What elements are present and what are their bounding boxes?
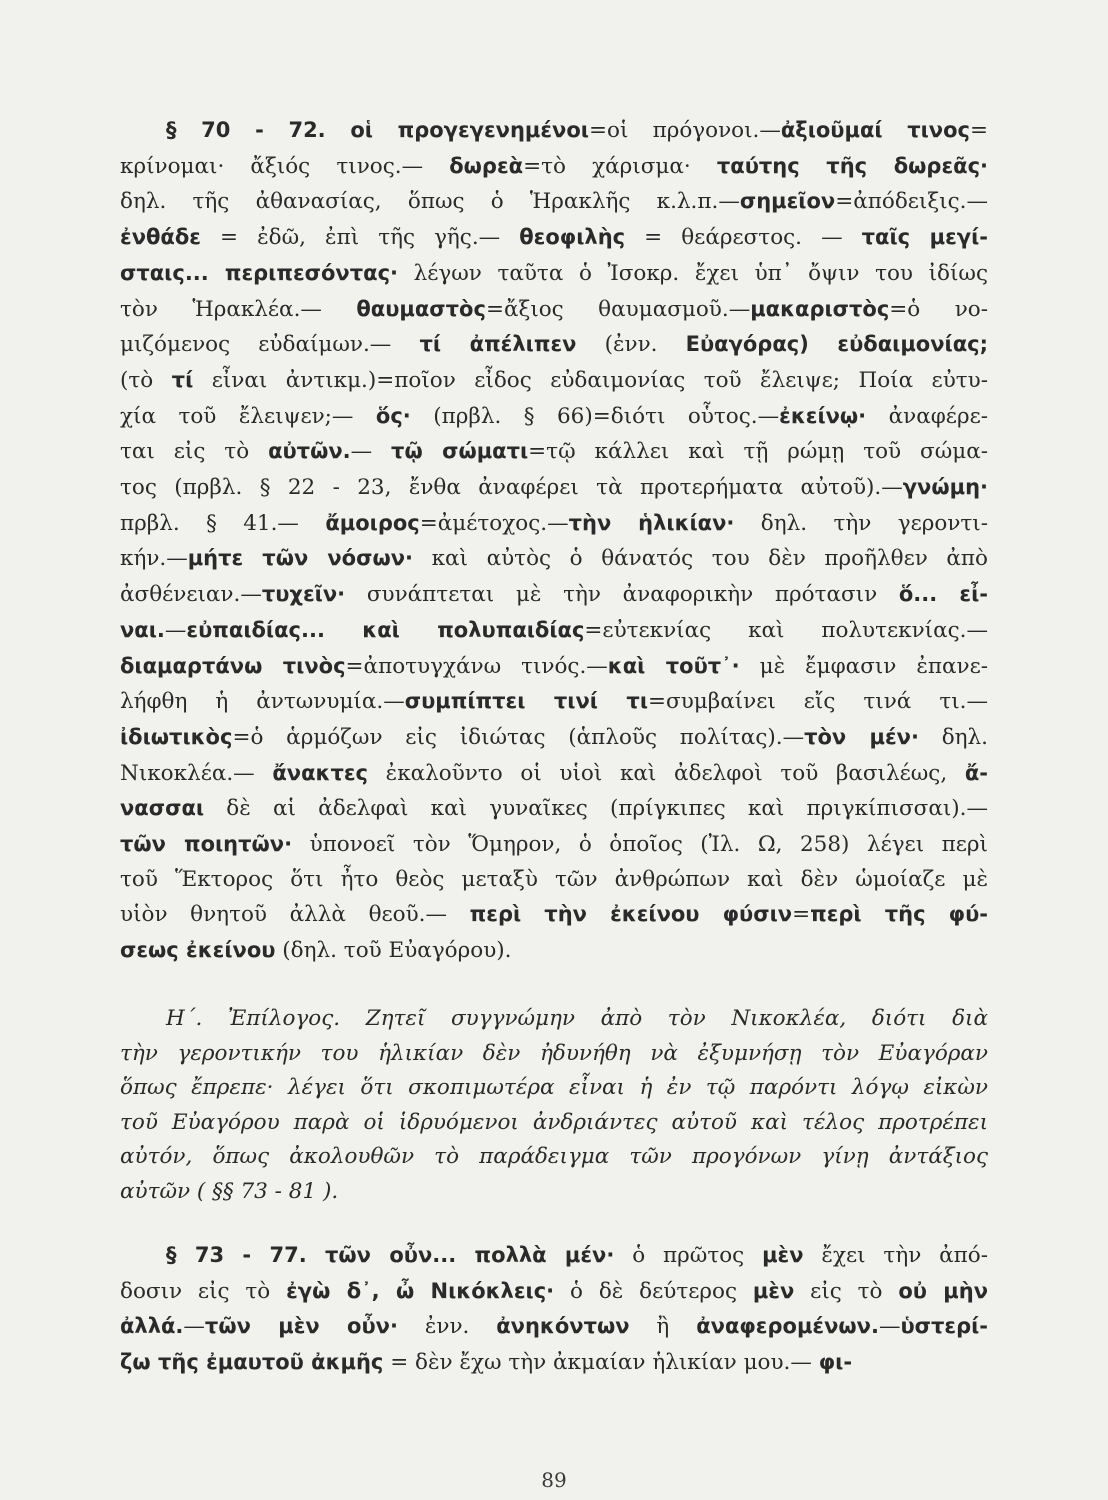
gloss-text: =εὐτεκνίας καὶ πολυτεκνίας.— [584, 617, 988, 643]
lemma-term: σημεῖον [739, 189, 836, 214]
lemma-term: αὐτῶν. [268, 439, 351, 464]
lemma-term: δωρεὰ [449, 153, 524, 178]
gloss-text: ἐνν. [397, 1314, 497, 1340]
text-line [120, 220, 988, 256]
gloss-text: =συμβαίνει εἴς τινά τι.— [648, 689, 989, 715]
text-line [120, 1345, 988, 1381]
lemma-term: νασσαι [120, 796, 205, 821]
text-line: τοῦ Εὐαγόρου παρὰ οἱ ἱδρυόμενοι ἀνδριάντες αὐτοῦ καὶ τέλος προτρέπει [120, 1109, 988, 1135]
gloss-text: (ἐνν. [576, 332, 686, 358]
gloss-text: =ἄξιος θαυμασμοῦ.— [485, 296, 751, 322]
lemma-term: τὸν μέν· [804, 724, 919, 749]
text-line [120, 756, 988, 792]
lemma-term: ἄ- [964, 760, 988, 785]
lemma-term: ἰδιωτικὸς [120, 724, 233, 749]
lemma-term: ἀλλά. [120, 1314, 184, 1339]
gloss-text: τοῦ Ἕκτορος ὅτι ἦτο θεὸς μεταξὺ τῶν ἀνθρώπων καὶ δὲν ὡμοίαζε μὲ [120, 866, 988, 892]
gloss-text: δοσιν εἰς τὸ [120, 1278, 287, 1304]
lemma-term: συμπίπτει τινί τι [404, 689, 649, 714]
lemma-term: ταῖς μεγί- [861, 225, 989, 250]
lemma-term: εὐπαιδίας... καὶ πολυπαιδίας [186, 617, 585, 642]
gloss-text: = δὲν ἔχω τὴν ἀκμαίαν ἡλικίαν μου.— [383, 1350, 819, 1376]
gloss-text: =τὸ χάρισμα· [523, 153, 717, 179]
lemma-term: μήτε τῶν νόσων· [187, 546, 413, 571]
lemma-term: θαυμαστὸς [356, 296, 486, 321]
gloss-text: λέγων ταῦτα ὁ Ἰσοκρ. ἔχει ὑπ᾽ ὄψιν του ἰδίως [398, 260, 988, 286]
gloss-text: =ὁ νο- [889, 296, 988, 322]
gloss-text: =ἀμέτοχος.— [419, 510, 569, 536]
epilogue-paragraph [120, 1002, 988, 1209]
gloss-text: ἀναφέρε- [866, 403, 988, 429]
gloss-text: ἢ [629, 1314, 697, 1340]
lemma-term: σταις... περιπεσόντας· [120, 260, 398, 285]
gloss-text: =ἀπόδειξις.— [835, 189, 988, 215]
text-line [120, 292, 988, 328]
gloss-text: συνάπτεται μὲ τὴν ἀναφορικὴν πρότασιν [345, 582, 899, 608]
gloss-text: ἐκαλοῦντο οἱ υἱοὶ καὶ ἀδελφοὶ τοῦ βασιλέως, [367, 760, 965, 786]
lemma-term: περὶ τὴν ἐκείνου φύσιν [469, 902, 793, 927]
gloss-text: ὁ δὲ δεύτερος [554, 1278, 753, 1304]
text-line [120, 827, 988, 863]
commentary-section-73-77 [120, 1238, 988, 1381]
lemma-term: τί [171, 367, 194, 392]
gloss-text: — [164, 617, 187, 643]
page-number: 89 [541, 1468, 567, 1492]
gloss-text: υἱὸν θνητοῦ ἀλλὰ θεοῦ.— [120, 902, 470, 928]
lemma-term: μὲν [762, 1243, 804, 1267]
gloss-text: μιζόμενος εὐδαίμων.— [120, 332, 420, 358]
gloss-text: τὸν Ἡρακλέα.— [120, 296, 357, 322]
lemma-term: ἀνηκόντων [496, 1314, 630, 1339]
gloss-text: = [969, 118, 988, 143]
text-line [120, 470, 988, 506]
lemma-term: ἄνακτες [272, 760, 368, 785]
text-line [120, 327, 988, 363]
text-line [120, 256, 988, 292]
text-line [120, 613, 988, 649]
gloss-text: τος (πρβλ. § 22 - 23, ἔνθα ἀναφέρει τὰ προτερήματα αὐτοῦ).— [120, 475, 903, 501]
text-line [120, 649, 988, 685]
lemma-term: διαμαρτάνω τινὸς [120, 653, 346, 678]
gloss-text: εἰς τὸ [794, 1278, 899, 1304]
gloss-text: ἀσθένειαν.— [120, 582, 262, 608]
lemma-term: ἐκείνῳ· [779, 403, 867, 428]
lemma-term: καὶ τοῦτ᾽· [607, 653, 740, 678]
lemma-term: τί ἀπέλιπεν [419, 332, 577, 357]
lemma-term: Εὐαγόρας) εὐδαιμονίας; [685, 332, 988, 357]
commentary-section-70-72 [120, 113, 988, 969]
gloss-text: λήφθη ἡ ἀντωνυμία.— [120, 689, 405, 715]
text-line [120, 720, 988, 756]
gloss-text: καὶ αὐτὸς ὁ θάνατός του δὲν προῆλθεν ἀπὸ [412, 546, 988, 572]
text-line [120, 791, 988, 827]
gloss-text: (τὸ [120, 367, 172, 393]
lemma-term: θεοφιλὴς [519, 225, 626, 250]
gloss-text: — [183, 1314, 205, 1340]
text-line [120, 506, 988, 542]
gloss-text: — [350, 439, 392, 465]
lemma-term: ὅ... εἶ- [898, 582, 988, 607]
text-line [120, 577, 988, 613]
gloss-text: ὑπονοεῖ τὸν Ὅμηρον, ὁ ὁποῖος (Ἰλ. Ω, 258) λέγει περὶ [292, 832, 988, 858]
gloss-text: (πρβλ. § 66)=διότι οὗτος.— [410, 403, 780, 429]
lemma-term: ὅς· [375, 403, 411, 428]
text-line: Η΄. Ἐπίλογος. Ζητεῖ συγγνώμην ἀπὸ τὸν Νικοκλέα, διότι διὰ [166, 1006, 988, 1031]
gloss-text: χία τοῦ ἔλειψεν;— [120, 403, 376, 429]
text-line: τὴν γεροντικήν του ἡλικίαν δὲν ἠδυνήθη νὰ ἐξυμνήσῃ τὸν Εὐαγόραν [120, 1040, 988, 1066]
gloss-text: δηλ. τῆς ἀθανασίας, ὅπως ὁ Ἡρακλῆς κ.λ.π.— [120, 189, 740, 215]
text-line [120, 863, 988, 898]
text-line: ὅπως ἔπρεπε· λέγει ὅτι σκοπιμωτέρα εἶναι ἡ ἐν τῷ παρόντι λόγῳ εἰκὼν [120, 1075, 988, 1100]
gloss-text: εἶναι ἀντικμ.)=ποῖον εἶδος εὐδαιμονίας τοῦ ἔλειψε; Ποία εὐτυ- [193, 367, 988, 393]
text-line [120, 684, 988, 720]
lemma-term: μὲν [752, 1278, 795, 1303]
gloss-text: =τῷ κάλλει καὶ τῇ ρώμῃ τοῦ σώμα- [528, 439, 988, 465]
lemma-term: ἀναφερομένων. [696, 1314, 879, 1339]
text-line [120, 541, 988, 577]
lemma-term: περὶ τῆς φύ- [810, 902, 988, 927]
text-line [120, 1274, 988, 1310]
gloss-text: = ἐδῶ, ἐπὶ τῆς γῆς.— [200, 225, 520, 251]
lemma-term: τὴν ἡλικίαν· [568, 510, 735, 535]
text-line [120, 399, 988, 435]
gloss-text: κήν.— [120, 546, 188, 572]
lemma-term: οὐ μὴν [898, 1278, 989, 1303]
lemma-term: σεως ἐκείνου [120, 938, 276, 963]
lemma-term: ἐγὼ δ᾽, ὦ Νικόκλεις· [286, 1278, 555, 1303]
gloss-text: ὁ πρῶτος [614, 1243, 763, 1268]
gloss-text: (δηλ. τοῦ Εὐαγόρου). [275, 938, 512, 964]
lemma-term: ταύτης τῆς δωρεᾶς· [716, 153, 988, 178]
text-line: αὐτῶν ( §§ 73 - 81 ). [120, 1178, 339, 1204]
gloss-text: ἔχει τὴν ἀπό- [803, 1243, 988, 1268]
gloss-text: δὲ αἱ ἀδελφαὶ καὶ γυναῖκες (πρίγκιπες καὶ πριγκίπισσαι).— [204, 796, 988, 822]
gloss-text: — [878, 1314, 901, 1340]
lemma-term: γνώμη· [902, 475, 988, 500]
gloss-text: Νικοκλέα.— [120, 760, 273, 786]
lemma-term: ὑστερί- [900, 1314, 988, 1339]
lemma-term: ἐνθάδε [120, 225, 201, 250]
lemma-term: ζω τῆς ἐμαυτοῦ ἀκμῆς [120, 1350, 384, 1375]
gloss-text: μὲ ἔμφασιν ἐπανε- [739, 653, 988, 679]
text-line [120, 1309, 988, 1345]
lemma-term: § 73 - 77. τῶν οὖν... πολλὰ μέν· [166, 1243, 615, 1267]
text-line [120, 149, 988, 185]
lemma-term: τῶν ποιητῶν· [120, 832, 293, 857]
gloss-text: πρβλ. § 41.— [120, 510, 326, 536]
text-line [120, 113, 988, 149]
gloss-text: δηλ. τὴν γεροντι- [734, 510, 988, 536]
text-line [120, 434, 988, 470]
lemma-term: ναι. [120, 617, 165, 642]
gloss-text: ται εἰς τὸ [120, 439, 269, 465]
lemma-term: ἀξιοῦμαί τινος [780, 118, 970, 142]
text-line [120, 897, 988, 933]
lemma-term: μακαριστὸς [750, 296, 890, 321]
text-line [120, 1238, 988, 1274]
text-line: αὐτόν, ὅπως ἀκολουθῶν τὸ παράδειγμα τῶν προγόνων γίνῃ ἀντάξιος [120, 1144, 988, 1169]
lemma-term: τῷ σώματι [391, 439, 529, 464]
gloss-text: κρίνομαι· ἄξιός τινος.— [120, 153, 450, 179]
gloss-text: = θεάρεστος. — [625, 225, 862, 251]
lemma-term: τυχεῖν· [261, 582, 346, 607]
gloss-text: =ἀποτυγχάνω τινός.— [345, 653, 608, 679]
gloss-text: = [792, 902, 811, 928]
gloss-text: =οἱ πρόγονοι.— [588, 118, 781, 143]
gloss-text: δηλ. [918, 724, 988, 750]
lemma-term: § 70 - 72. οἱ προγεγενημένοι [166, 118, 589, 142]
lemma-term: φι- [818, 1350, 853, 1375]
text-line [120, 184, 988, 220]
lemma-term: ἄμοιρος [325, 510, 420, 535]
gloss-text: =ὁ ἁρμόζων εἰς ἰδιώτας (ἁπλοῦς πολίτας).— [232, 724, 805, 750]
text-line [120, 933, 988, 969]
lemma-term: τῶν μὲν οὖν· [204, 1314, 398, 1339]
text-line [120, 363, 988, 399]
